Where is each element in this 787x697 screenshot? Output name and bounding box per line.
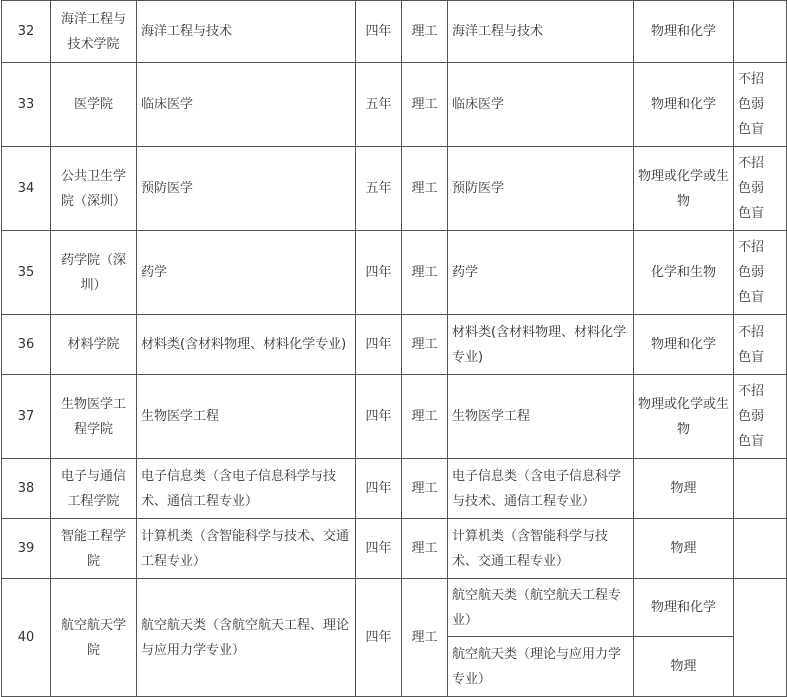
required-subjects: 物理和化学 (634, 1, 734, 63)
enrollment-major: 计算机类（含智能科学与技术、交通工程专业） (448, 519, 634, 579)
subject-category: 理工 (402, 63, 448, 147)
study-years: 四年 (356, 1, 402, 63)
required-subjects: 物理 (634, 637, 734, 697)
restriction-line: 不招 (738, 72, 765, 87)
restriction-note (734, 315, 787, 375)
required-subjects: 物理 (634, 519, 734, 579)
enrollment-major: 预防医学 (448, 147, 634, 231)
enrollment-major: 航空航天类（理论与应用力学专业） (448, 637, 634, 697)
major-group: 海洋工程与技术 (137, 1, 356, 63)
row-number: 32 (2, 1, 51, 63)
subject-category: 理工 (402, 315, 448, 375)
restriction-line: 色弱 (738, 265, 765, 280)
subject-category: 理工 (402, 519, 448, 579)
restriction-line: 色弱 (738, 409, 765, 424)
college-name: 材料学院 (51, 315, 137, 375)
restriction-line: 不招 (738, 156, 765, 171)
restriction-note (734, 63, 787, 147)
row-number: 33 (2, 63, 51, 147)
major-group: 材料类(含材料物理、材料化学专业) (137, 315, 356, 375)
restriction-note (734, 147, 787, 231)
required-subjects: 物理或化学或生物 (634, 147, 734, 231)
restriction-line: 不招 (738, 384, 765, 399)
study-years: 五年 (356, 63, 402, 147)
major-group: 生物医学工程 (137, 375, 356, 459)
restriction-note (734, 519, 787, 579)
major-group: 药学 (137, 231, 356, 315)
table-row (2, 579, 787, 637)
study-years: 四年 (356, 231, 402, 315)
study-years: 四年 (356, 375, 402, 459)
subject-category: 理工 (402, 375, 448, 459)
subject-category: 理工 (402, 459, 448, 519)
table-row (2, 147, 787, 231)
table-row (2, 1, 787, 63)
restriction-note (734, 231, 787, 315)
major-group: 航空航天类（含航空航天工程、理论与应用力学专业） (137, 579, 356, 697)
restriction-line: 色弱 (738, 181, 765, 196)
table-row (2, 459, 787, 519)
major-group: 电子信息类（含电子信息科学与技术、通信工程专业） (137, 459, 356, 519)
required-subjects: 化学和生物 (634, 231, 734, 315)
table-row (2, 315, 787, 375)
required-subjects: 物理或化学或生物 (634, 375, 734, 459)
table-row (2, 231, 787, 315)
college-name: 航空航天学院 (51, 579, 137, 697)
table-row (2, 63, 787, 147)
enrollment-major: 生物医学工程 (448, 375, 634, 459)
restriction-line: 色盲 (738, 434, 765, 449)
subject-category: 理工 (402, 231, 448, 315)
enrollment-major: 药学 (448, 231, 634, 315)
table-body (2, 1, 787, 697)
college-name: 电子与通信工程学院 (51, 459, 137, 519)
college-name: 智能工程学院 (51, 519, 137, 579)
row-number: 40 (2, 579, 51, 697)
college-name: 生物医学工程学院 (51, 375, 137, 459)
restriction-line: 色盲 (738, 122, 765, 137)
row-number: 37 (2, 375, 51, 459)
table-row (2, 375, 787, 459)
row-number: 35 (2, 231, 51, 315)
subject-category: 理工 (402, 147, 448, 231)
row-number: 36 (2, 315, 51, 375)
major-group: 计算机类（含智能科学与技术、交通工程专业） (137, 519, 356, 579)
restriction-line: 色弱 (738, 97, 765, 112)
restriction-note (734, 579, 787, 697)
row-number: 38 (2, 459, 51, 519)
study-years: 四年 (356, 519, 402, 579)
restriction-note (734, 1, 787, 63)
admission-table (1, 0, 787, 697)
required-subjects: 物理和化学 (634, 315, 734, 375)
study-years: 四年 (356, 459, 402, 519)
major-group: 预防医学 (137, 147, 356, 231)
enrollment-major: 电子信息类（含电子信息科学与技术、通信工程专业） (448, 459, 634, 519)
major-group: 临床医学 (137, 63, 356, 147)
restriction-line: 色盲 (738, 349, 765, 365)
enrollment-major: 材料类(含材料物理、材料化学专业) (448, 315, 634, 375)
college-name: 海洋工程与技术学院 (51, 1, 137, 63)
required-subjects: 物理 (634, 459, 734, 519)
enrollment-major: 临床医学 (448, 63, 634, 147)
restriction-line: 不招 (738, 240, 765, 255)
restriction-note (734, 459, 787, 519)
enrollment-major: 海洋工程与技术 (448, 1, 634, 63)
required-subjects: 物理和化学 (634, 63, 734, 147)
row-number: 34 (2, 147, 51, 231)
college-name: 医学院 (51, 63, 137, 147)
required-subjects: 物理和化学 (634, 579, 734, 637)
restriction-line: 不招 (738, 324, 765, 340)
table-row (2, 519, 787, 579)
row-number: 39 (2, 519, 51, 579)
college-name: 药学院（深圳） (51, 231, 137, 315)
restriction-note (734, 375, 787, 459)
restriction-line: 色盲 (738, 206, 765, 221)
subject-category: 理工 (402, 579, 448, 697)
study-years: 四年 (356, 315, 402, 375)
subject-category: 理工 (402, 1, 448, 63)
college-name: 公共卫生学院（深圳） (51, 147, 137, 231)
study-years: 五年 (356, 147, 402, 231)
enrollment-major: 航空航天类（航空航天工程专业） (448, 579, 634, 637)
study-years: 四年 (356, 579, 402, 697)
restriction-line: 色盲 (738, 290, 765, 305)
